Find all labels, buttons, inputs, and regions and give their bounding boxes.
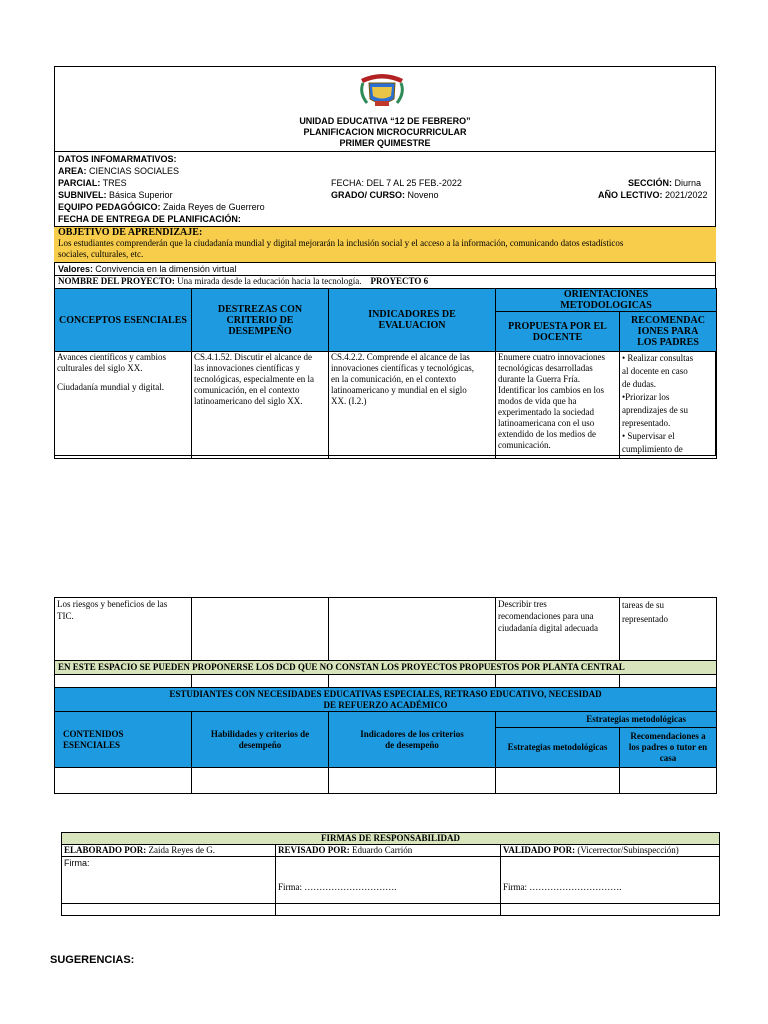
- firma-elaborado: Firma:: [62, 857, 276, 904]
- firma-row-empty-3: [501, 904, 720, 916]
- firma-validado: Firma: ………………………….: [501, 857, 720, 904]
- sugerencias-label: SUGERENCIAS:: [50, 954, 135, 966]
- document-title-block: [54, 116, 716, 149]
- proyecto-value: Una mirada desde la educación hacia la tecnología.: [177, 276, 362, 286]
- seccion-field: SECCIÓN: Diurna: [628, 178, 702, 188]
- cont-destrezas: [192, 598, 329, 661]
- equipo-row: EQUIPO PEDAGÓGICO: Zaida Reyes de Guerrero: [58, 202, 265, 212]
- col-propuesta: PROPUESTA POR EL DOCENTE: [496, 312, 620, 352]
- dcd-cell-1: [55, 675, 192, 688]
- nee-col-estrategias: Estrategias metodológicas: [496, 728, 620, 768]
- planning-table: [54, 288, 717, 459]
- firmas-table: [61, 832, 720, 916]
- nee-col-estrategias-top: Estrategias metodológicas: [496, 712, 717, 728]
- cell-conceptos: Avances científicos y cambios culturales del siglo XX. Ciudadanía mundial y digital.: [55, 352, 192, 459]
- revisado-cell: REVISADO POR: Eduardo Carrión: [276, 845, 501, 857]
- nee-cell-2: [192, 768, 329, 794]
- objetivo-title: OBJETIVO DE APRENDIZAJE:: [58, 227, 203, 238]
- school-logo: [357, 69, 407, 109]
- datos-title: DATOS INFOMARMATIVOS:: [58, 154, 177, 164]
- firma-revisado: Firma: ………………………….: [276, 857, 501, 904]
- parcial-row: PARCIAL: TRES: [58, 178, 127, 188]
- proyecto-row: [54, 276, 716, 288]
- cell-destrezas: CS.4.1.52. Discutir el alcance de las innovaciones científicas y tecnológicas, especialmente en la comunicación, en el contexto latinoamericano del siglo XX.: [192, 352, 329, 459]
- col-orientaciones: ORIENTACIONES METODOLOGICAS: [496, 289, 717, 312]
- subnivel-row: SUBNIVEL: Básica Superior: [58, 190, 173, 200]
- nee-cell-3: [329, 768, 496, 794]
- objetivo-line-1: Los estudiantes comprenderán que la ciudadanía mundial y digital mejorarán la inclusión social y el acceso a la información, comunicando datos estadísticos: [58, 238, 624, 248]
- proyecto-number: PROYECTO 6: [370, 276, 429, 286]
- fecha-field: FECHA: DEL 7 AL 25 FEB.-2022: [331, 178, 462, 188]
- cont-conceptos: Los riesgos y beneficios de las TIC.: [55, 598, 192, 661]
- area-row: AREA: CIENCIAS SOCIALES: [58, 166, 180, 176]
- grado-field: GRADO/ CURSO: Noveno: [331, 190, 439, 200]
- quimestre-title: PRIMER QUIMESTRE: [339, 138, 431, 148]
- firma-row-empty-2: [276, 904, 501, 916]
- col-destrezas: DESTREZAS CON CRITERIO DE DESEMPEÑO: [192, 289, 329, 352]
- proyecto-label: NOMBRE DEL PROYECTO:: [58, 276, 175, 286]
- dcd-note: EN ESTE ESPACIO SE PUEDEN PROPONERSE LOS DCD QUE NO CONSTAN LOS PROYECTOS PROPUESTOS POR PLANTA CENTRAL: [55, 661, 717, 675]
- cell-indicadores: CS.4.2.2. Comprende el alcance de las innovaciones científicas y tecnológicas, en la comunicación, en el contexto latinoamericano y mundial en el siglo XX. (I.2.): [329, 352, 496, 459]
- school-seal-icon: [357, 69, 407, 109]
- nee-cell-4: [496, 768, 620, 794]
- nee-col-recomendaciones: Recomendaciones a los padres o tutor en casa: [620, 728, 717, 768]
- dcd-cell-2: [192, 675, 329, 688]
- col-indicadores: INDICADORES DE EVALUACION: [329, 289, 496, 352]
- school-name: UNIDAD EDUCATIVA “12 DE FEBRERO”: [299, 116, 471, 126]
- cont-indicadores: [329, 598, 496, 661]
- elaborado-cell: ELABORADO POR: Zaida Reyes de G.: [62, 845, 276, 857]
- entrega-row: FECHA DE ENTREGA DE PLANIFICACIÓN:: [58, 214, 241, 224]
- nee-cell-5: [620, 768, 717, 794]
- objetivo-line-2: sociales, culturales, etc.: [58, 249, 144, 259]
- continuation-table: [54, 597, 717, 794]
- cell-padres: • Realizar consultas al docente en caso de dudas. •Priorizar los aprendizajes de su representado. • Supervisar el cumplimiento de: [620, 352, 717, 459]
- nee-col-habilidades: Habilidades y criterios de desempeño: [192, 712, 329, 768]
- cell-propuesta: Enumere cuatro innovaciones tecnológicas desarrolladas durante la Guerra Fría. Identificar los cambios en los modos de vida que ha experimentado la sociedad latinoamericana con el uso extendido de los medios de comunicación.: [496, 352, 620, 459]
- dcd-cell-4: [496, 675, 620, 688]
- firmas-title: FIRMAS DE RESPONSABILIDAD: [62, 833, 720, 845]
- nee-cell-1: [55, 768, 192, 794]
- valores-row: Valores: Convivencia en la dimensión virtual: [54, 263, 716, 276]
- plan-title: PLANIFICACION MICROCURRICULAR: [303, 127, 467, 137]
- datos-block: [54, 151, 716, 227]
- dcd-cell-3: [329, 675, 496, 688]
- col-recomendaciones: RECOMENDAC IONES PARA LOS PADRES: [620, 312, 717, 352]
- nee-col-contenidos: CONTENIDOS ESENCIALES: [55, 712, 192, 768]
- anio-field: AÑO LECTIVO: 2021/2022: [598, 190, 708, 200]
- objetivo-block: [54, 226, 716, 263]
- col-conceptos: CONCEPTOS ESENCIALES: [55, 289, 192, 352]
- nee-title: ESTUDIANTES CON NECESIDADES EDUCATIVAS ESPECIALES, RETRASO EDUCATIVO, NECESIDAD DE REFUERZO ACADÉMICO: [55, 688, 717, 712]
- validado-cell: VALIDADO POR: (Vicerrector/Subinspección): [501, 845, 720, 857]
- cont-propuesta: Describir tres recomendaciones para una ciudadanía digital adecuada: [496, 598, 620, 661]
- dcd-cell-5: [620, 675, 717, 688]
- firma-row-empty-1: [62, 904, 276, 916]
- cont-padres: tareas de su representado: [620, 598, 717, 661]
- nee-col-indicadores: Indicadores de los criterios de desempeño: [329, 712, 496, 768]
